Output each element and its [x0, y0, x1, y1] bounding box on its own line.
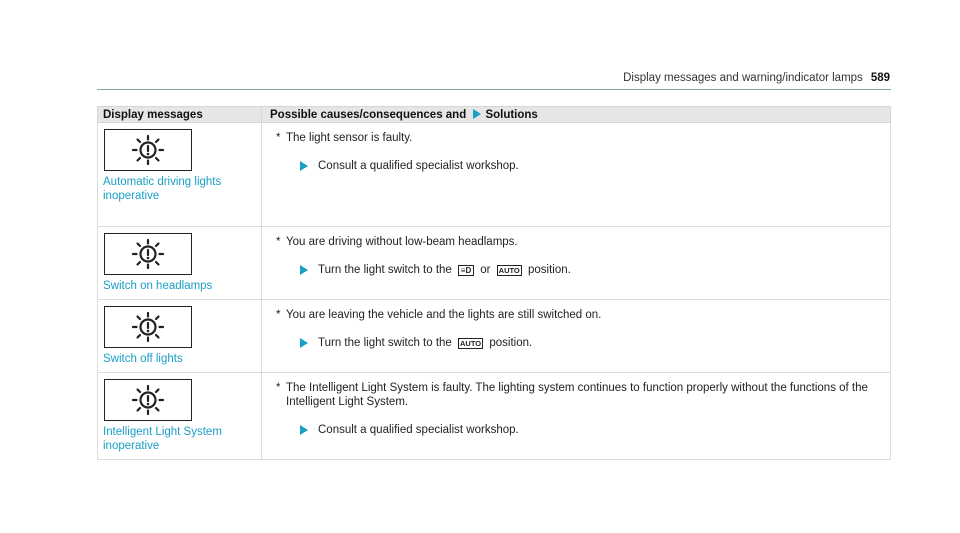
cause-cell [262, 227, 891, 300]
cause-item [270, 131, 882, 145]
cause-text: The light sensor is faulty. [286, 132, 413, 144]
table-header-row [98, 107, 891, 123]
bullet-star: * [276, 309, 281, 321]
low-beam-symbol-icon: ≡D [458, 265, 474, 276]
solution-text: Consult a qualified specialist workshop. [318, 424, 519, 436]
light-malfunction-lamp-icon [104, 306, 192, 348]
bullet-star: * [276, 132, 281, 144]
solution-text [318, 263, 571, 277]
col-header-causes-text: Possible causes/consequences and [270, 108, 467, 121]
solution-item [300, 423, 882, 437]
solution-text-pre: Turn the light switch to the [318, 264, 452, 276]
solution-arrow-icon [300, 161, 308, 171]
col-header-display-messages: Display messages [98, 107, 262, 123]
table-row [98, 373, 891, 460]
cause-cell [262, 300, 891, 373]
bullet-star: * [276, 382, 281, 394]
table-row [98, 227, 891, 300]
solution-item [300, 263, 882, 277]
solution-text [318, 336, 532, 350]
light-malfunction-lamp-icon [104, 233, 192, 275]
auto-light-symbol-icon: AUTO [460, 339, 482, 348]
solution-text-or: or [480, 264, 491, 276]
solution-text-post: position. [489, 337, 533, 349]
col-header-causes-solutions [262, 107, 891, 123]
auto-light-symbol-icon: AUTO [498, 266, 520, 275]
bullet-star: * [276, 236, 281, 248]
message-label: Intelligent Light System inoperative [103, 426, 222, 452]
solution-text: Consult a qualified specialist workshop. [318, 160, 519, 172]
display-messages-table [97, 106, 891, 460]
solution-arrow-icon [300, 338, 308, 348]
cause-text: You are leaving the vehicle and the lights are still switched on. [286, 309, 602, 321]
cause-cell [262, 373, 891, 460]
cause-item [270, 235, 882, 249]
solution-text-pre: Turn the light switch to the [318, 337, 452, 349]
solution-item [300, 336, 882, 350]
running-head [623, 72, 890, 84]
running-head-title: Display messages and warning/indicator lamps [623, 72, 863, 84]
message-cell [98, 227, 262, 300]
light-malfunction-lamp-icon [104, 379, 192, 421]
message-label: Switch on headlamps [103, 280, 213, 292]
solution-arrow-icon [300, 265, 308, 275]
page-number: 589 [870, 72, 890, 84]
solution-arrow-icon [300, 425, 308, 435]
cause-item [270, 308, 882, 322]
table-row [98, 300, 891, 373]
cause-text: You are driving without low-beam headlamps. [286, 236, 518, 248]
message-label: Automatic driving lights inoperative [103, 176, 222, 202]
col-header-solutions-text: Solutions [485, 108, 538, 121]
solution-text-post: position. [527, 264, 571, 276]
message-label: Switch off lights [103, 353, 183, 365]
solution-arrow-icon [473, 109, 481, 119]
cause-cell [262, 123, 891, 227]
cause-text: The Intelligent Light System is faulty. The lighting system continues to function properly without the functions of the Intelligent Light System. [286, 382, 868, 408]
cause-item [270, 381, 882, 409]
table-row [98, 123, 891, 227]
light-malfunction-lamp-icon [104, 129, 192, 171]
message-cell [98, 300, 262, 373]
message-cell [98, 123, 262, 227]
message-cell [98, 373, 262, 460]
header-rule [97, 89, 891, 90]
solution-item [300, 159, 882, 173]
